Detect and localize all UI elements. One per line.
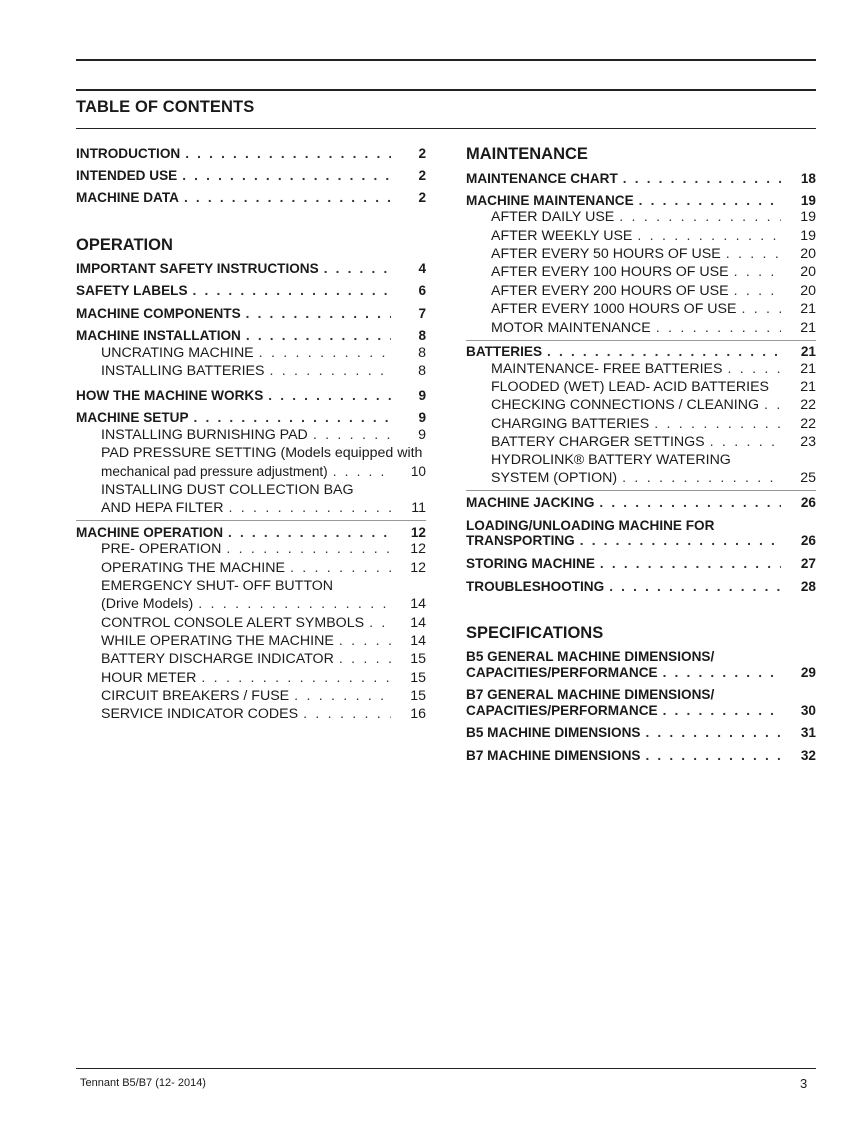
toc-entry-storing-machine[interactable]: STORING MACHINE . . . 27 [466,555,816,572]
toc-entry-maintenance-chart[interactable]: MAINTENANCE CHART . . . 18 [466,170,816,187]
toc-entry-how-machine-works[interactable]: HOW THE MACHINE WORKS . . . 9 [76,387,426,404]
toc-entry-uncrating[interactable]: UNCRATING MACHINE . . . 8 [76,345,426,362]
toc-entry-safety-instructions[interactable]: IMPORTANT SAFETY INSTRUCTIONS . . . 4 [76,260,426,277]
toc-entry-intended-use[interactable]: INTENDED USE . . . 2 [76,167,426,184]
footer-rule [76,1068,816,1069]
page-number: 3 [800,1076,808,1091]
toc-entry-hydrolink[interactable]: SYSTEM (OPTION) . . . 25 [466,470,816,487]
toc-entry-loading[interactable]: TRANSPORTING . . . 26 [466,532,816,549]
toc-entry-pad-pressure-line1: PAD PRESSURE SETTING (Models equipped with [101,445,423,461]
toc-entry-after-1000-hours[interactable]: AFTER EVERY 1000 HOURS OF USE . . . 21 [466,301,816,318]
toc-entry-emergency-line1: EMERGENCY SHUT- OFF BUTTON [101,578,334,594]
title-underline [76,128,816,129]
top-rule [76,59,816,61]
toc-entry-flooded[interactable]: FLOODED (WET) LEAD- ACID BATTERIES 21 [491,379,816,395]
toc-entry-b7-general[interactable]: CAPACITIES/PERFORMANCE . . . 30 [466,702,816,719]
toc-entry-operating[interactable]: OPERATING THE MACHINE . . . 12 [76,560,426,577]
toc-entry-pre-operation[interactable]: PRE- OPERATION . . . 12 [76,541,426,558]
toc-entry-burnishing-pad[interactable]: INSTALLING BURNISHING PAD . . . 9 [76,427,426,444]
toc-entry-loading-line1: LOADING/UNLOADING MACHINE FOR [466,518,715,533]
toc-entry-b7-general-line1: B7 GENERAL MACHINE DIMENSIONS/ [466,687,715,702]
toc-entry-service-codes[interactable]: SERVICE INDICATOR CODES . . . 16 [76,706,426,723]
group-divider [76,520,426,521]
toc-entry-after-200-hours[interactable]: AFTER EVERY 200 HOURS OF USE . . . 20 [466,283,816,300]
toc-entry-circuit-breakers[interactable]: CIRCUIT BREAKERS / FUSE . . . 15 [76,688,426,705]
toc-entry-hour-meter[interactable]: HOUR METER . . . 15 [76,670,426,687]
toc-entry-b5-general[interactable]: CAPACITIES/PERFORMANCE . . . 29 [466,664,816,681]
toc-entry-pad-pressure[interactable]: mechanical pad pressure adjustment) . . . 10 [76,463,426,480]
toc-entry-installing-batteries[interactable]: INSTALLING BATTERIES . . . 8 [76,363,426,380]
header-rule [76,89,816,91]
toc-entry-machine-components[interactable]: MACHINE COMPONENTS . . . 7 [76,305,426,322]
group-divider [466,340,816,341]
toc-entry-batteries[interactable]: BATTERIES . . . 21 [466,343,816,360]
footer-document-id: Tennant B5/B7 (12- 2014) [80,1077,206,1089]
section-heading-operation: OPERATION [76,236,173,254]
section-heading-specifications: SPECIFICATIONS [466,624,604,642]
section-heading-maintenance: MAINTENANCE [466,145,588,163]
page-title: TABLE OF CONTENTS [76,98,255,116]
toc-entry-machine-setup[interactable]: MACHINE SETUP . . . 9 [76,409,426,426]
toc-entry-after-weekly[interactable]: AFTER WEEKLY USE . . . 19 [466,228,816,245]
toc-entry-after-50-hours[interactable]: AFTER EVERY 50 HOURS OF USE . . . 20 [466,246,816,263]
toc-entry-b5-general-line1: B5 GENERAL MACHINE DIMENSIONS/ [466,649,715,664]
toc-entry-emergency[interactable]: (Drive Models) . . . 14 [76,596,426,613]
toc-entry-troubleshooting[interactable]: TROUBLESHOOTING . . . 28 [466,578,816,595]
toc-entry-alert-symbols[interactable]: CONTROL CONSOLE ALERT SYMBOLS . . . 14 [76,615,426,632]
toc-entry-machine-data[interactable]: MACHINE DATA . . . 2 [76,189,426,206]
toc-entry-machine-maintenance[interactable]: MACHINE MAINTENANCE . . . 19 [466,192,816,209]
toc-entry-charging[interactable]: CHARGING BATTERIES . . . 22 [466,416,816,433]
toc-entry-dust-bag-line1: INSTALLING DUST COLLECTION BAG [101,482,354,498]
toc-entry-after-100-hours[interactable]: AFTER EVERY 100 HOURS OF USE . . . 20 [466,264,816,281]
toc-entry-hydrolink-line1: HYDROLINK® BATTERY WATERING [491,452,731,468]
toc-entry-discharge-indicator[interactable]: BATTERY DISCHARGE INDICATOR . . . 15 [76,651,426,668]
toc-entry-maintenance-free[interactable]: MAINTENANCE- FREE BATTERIES . . . 21 [466,361,816,378]
toc-entry-machine-installation[interactable]: MACHINE INSTALLATION . . . 8 [76,327,426,344]
group-divider [466,490,816,491]
toc-entry-checking-connections[interactable]: CHECKING CONNECTIONS / CLEANING . . . 22 [466,397,816,414]
toc-entry-motor-maintenance[interactable]: MOTOR MAINTENANCE . . . 21 [466,320,816,337]
toc-entry-b5-dimensions[interactable]: B5 MACHINE DIMENSIONS . . . 31 [466,724,816,741]
toc-entry-machine-jacking[interactable]: MACHINE JACKING . . . 26 [466,494,816,511]
toc-entry-machine-operation[interactable]: MACHINE OPERATION . . . 12 [76,524,426,541]
toc-entry-dust-bag[interactable]: AND HEPA FILTER . . . 11 [76,500,426,517]
toc-entry-while-operating[interactable]: WHILE OPERATING THE MACHINE . . . 14 [76,633,426,650]
toc-entry-introduction[interactable]: INTRODUCTION . . . 2 [76,145,426,162]
toc-entry-safety-labels[interactable]: SAFETY LABELS . . . 6 [76,282,426,299]
toc-entry-b7-dimensions[interactable]: B7 MACHINE DIMENSIONS . . . 32 [466,747,816,764]
toc-entry-charger-settings[interactable]: BATTERY CHARGER SETTINGS . . . 23 [466,434,816,451]
toc-entry-after-daily[interactable]: AFTER DAILY USE . . . 19 [466,209,816,226]
